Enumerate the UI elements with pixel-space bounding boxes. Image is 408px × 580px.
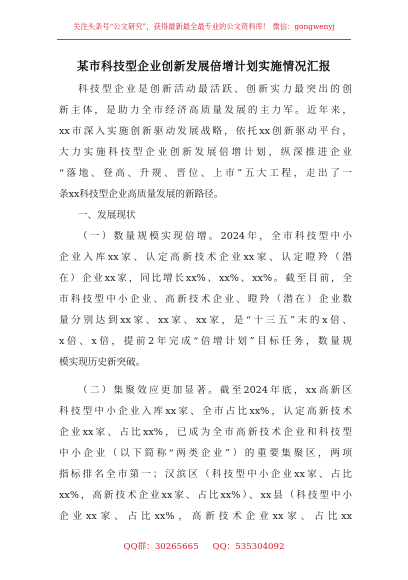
footer-contact [0, 540, 408, 552]
body-line: 新主体，是助力全市经济高质量发展的主力军。近年来， [59, 105, 352, 116]
qq-group-label: QQ群： [123, 542, 155, 552]
body-line: 市科技型中小企业、高新技术企业、瞪羚（潜在）企业数 [59, 294, 352, 305]
body-line: 企业入库xx家、认定高新技术企业xx家、认定瞪羚（潜 [59, 252, 352, 263]
header-banner: 关注头条号“公文研究”，获得最新最全最专业的公文资料库！ 微信：gongwenyj [73, 22, 335, 31]
body-line: 条xx科技型企业高质量发展的新路径。 [59, 189, 224, 200]
qq-label: QQ： [212, 542, 236, 552]
body-line: 量分别达到xx家、xx家、xx家，是“十三五”末的x倍、 [59, 315, 352, 326]
body-line: 企业xx家、占比xx%，高新技术企业xx家、占比xx [59, 511, 352, 522]
body-line: （二）集聚效应更加显著。截至2024年底，xx高新区 [78, 385, 352, 396]
header-divider [57, 39, 351, 40]
body-line: 科技型企业是创新活动最活跃、创新实力最突出的创 [78, 84, 352, 95]
section-heading: 一、发展现状 [78, 210, 136, 221]
body-line: 科技型中小企业入库xx家、全市占比xx%，认定高新技术 [59, 406, 352, 417]
body-line: xx市深入实施创新驱动发展战略，依托xx创新驱动平台， [59, 126, 352, 137]
body-line: “落地、登高、升规、晋位、上市”五大工程，走出了一 [59, 168, 352, 179]
qq-group-number: 30265665 [154, 542, 199, 552]
body-line: 指标排名全市第一；汉滨区（科技型中小企业xx家、占比 [59, 469, 352, 480]
body-line: xx%，高新技术企业xx家、占比xx%）、xx县（科技型中小 [59, 490, 352, 501]
body-line: 在）企业xx家，同比增长xx%、xx%、xx%。截至目前，全 [59, 273, 352, 284]
body-line: 模实现历史新突破。 [59, 357, 146, 368]
body-line: 企业xx家、占比xx%，已成为全市高新技术企业和科技型 [59, 427, 352, 438]
body-line: 中小企业（以下简称“两类企业”）的重要集聚区，两项 [59, 448, 352, 459]
document-title: 某市科技型企业创新发展倍增计划实施情况汇报 [76, 59, 332, 73]
body-line: x倍、x倍，提前2年完成“倍增计划”目标任务，数量规 [59, 336, 352, 347]
qq-number: 535304092 [235, 542, 285, 552]
body-line: （一）数量规模实现倍增。2024年，全市科技型中小 [78, 231, 352, 242]
body-line: 大力实施科技型企业创新发展倍增计划，纵深推进企业 [59, 147, 352, 158]
